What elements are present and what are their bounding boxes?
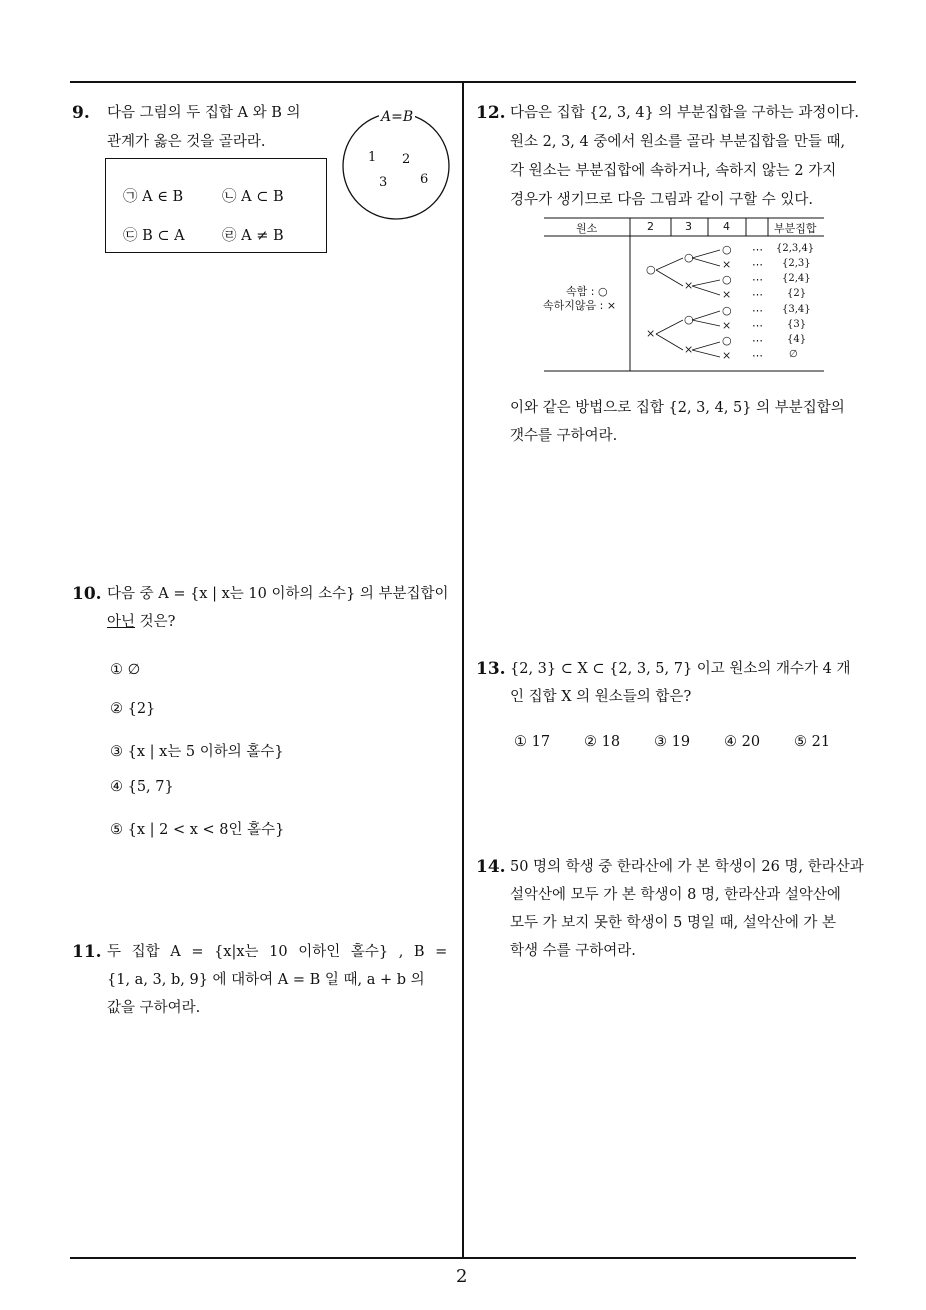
question-text-line: 다음 그림의 두 집합 A 와 B 의 (107, 105, 301, 121)
mark-4-no: × (722, 349, 732, 362)
dots: ⋯ (752, 258, 763, 271)
legend-not-belong: 속하지않음 : × (543, 299, 617, 312)
question-text-line: 50 명의 학생 중 한라산에 가 본 학생이 26 명, 한라산과 (510, 859, 864, 875)
subset-result: {2,3,4} (776, 243, 815, 254)
dots: ⋯ (752, 273, 763, 286)
question-text-line: {2, 3} ⊂ X ⊂ {2, 3, 5, 7} 이고 원소의 개수가 4 개 (510, 661, 851, 677)
subset-result: ∅ (789, 349, 798, 360)
answer-option: ① 17 (514, 734, 551, 750)
subset-result: {2} (787, 288, 807, 299)
table-header-4: 4 (723, 220, 730, 233)
page-number: 2 (456, 1266, 468, 1287)
dots: ⋯ (752, 243, 763, 256)
mark-4-yes: ○ (722, 304, 732, 317)
question-number: 14. (476, 857, 506, 877)
answer-option: ④ {5, 7} (110, 779, 174, 795)
question-number: 9. (72, 103, 90, 123)
mark-2-no: × (646, 327, 656, 340)
choice-item: ㉡ A ⊂ B (222, 189, 284, 205)
mark-3-yes: ○ (684, 313, 694, 326)
mark-4-no: × (722, 319, 732, 332)
table-header-element: 원소 (576, 222, 598, 235)
mark-4-no: × (722, 288, 732, 301)
question-text-line: 이와 같은 방법으로 집합 {2, 3, 4, 5} 의 부분집합의 (510, 400, 845, 416)
question-text-line: {1, a, 3, b, 9} 에 대하여 A = B 일 때, a + b 의 (107, 972, 425, 988)
mark-4-yes: ○ (722, 243, 732, 256)
question-text-line: 갯수를 구하여라. (510, 428, 618, 444)
table-header-subsets: 부분집합 (774, 222, 817, 235)
question-number: 10. (72, 584, 102, 604)
question-number: 11. (72, 942, 102, 962)
mark-2-yes: ○ (646, 263, 656, 276)
venn-element: 3 (379, 175, 388, 190)
mark-3-yes: ○ (684, 251, 694, 264)
mark-3-no: × (684, 343, 694, 356)
table-header-2: 2 (647, 220, 654, 233)
dots: ⋯ (752, 349, 763, 362)
answer-option: ③ {x | x는 5 이하의 홀수} (110, 744, 284, 760)
question-number: 12. (476, 103, 506, 123)
venn-element: 1 (368, 150, 377, 165)
mark-3-no: × (684, 279, 694, 292)
column-divider (462, 81, 464, 1259)
answer-option: ③ 19 (654, 734, 691, 750)
choice-item: ㉠ A ∈ B (123, 189, 184, 205)
question-text-line: 관계가 옳은 것을 골라라. (107, 134, 266, 150)
question-text-line: 모두 가 보지 못한 학생이 5 명일 때, 설악산에 가 본 (510, 915, 837, 931)
table-header-3: 3 (685, 220, 692, 233)
question-text-line: 학생 수를 구하여라. (510, 943, 636, 959)
question-text-line: 각 원소는 부분집합에 속하거나, 속하지 않는 2 가지 (510, 163, 837, 179)
question-text-line: 인 집합 X 의 원소들의 합은? (510, 689, 692, 705)
venn-set-label: A=B (381, 109, 414, 125)
answer-option: ⑤ 21 (794, 734, 831, 750)
subset-result: {3} (787, 319, 807, 330)
question-text-line: 설악산에 모두 가 본 학생이 8 명, 한라산과 설악산에 (510, 887, 841, 903)
dots: ⋯ (752, 319, 763, 332)
subset-result: {2,4} (782, 273, 811, 284)
legend-belong: 속함 : ○ (566, 285, 608, 298)
subset-result: {3,4} (782, 304, 811, 315)
choice-item: ㉣ A ≠ B (222, 228, 284, 244)
venn-element: 2 (402, 152, 411, 167)
question-text-line: 다음 중 A = {x | x는 10 이하의 소수} 의 부분집합이 (107, 586, 449, 602)
underlined-word: 아닌 (107, 614, 136, 630)
dots: ⋯ (752, 304, 763, 317)
subset-result: {4} (787, 334, 807, 345)
subset-result: {2,3} (782, 258, 811, 269)
question-text-line: 아닌 것은? (107, 614, 176, 630)
question-number: 13. (476, 659, 506, 679)
mark-4-yes: ○ (722, 334, 732, 347)
question-text-line: 원소 2, 3, 4 중에서 원소를 골라 부분집합을 만들 때, (510, 134, 846, 150)
mark-4-no: × (722, 258, 732, 271)
question-text-line: 경우가 생기므로 다음 그림과 같이 구할 수 있다. (510, 192, 814, 208)
answer-option: ② 18 (584, 734, 621, 750)
answer-option: ④ 20 (724, 734, 761, 750)
dots: ⋯ (752, 288, 763, 301)
bottom-rule (70, 1257, 856, 1259)
venn-circle (343, 113, 449, 219)
answer-option: ① ∅ (110, 662, 141, 678)
mark-4-yes: ○ (722, 273, 732, 286)
venn-element: 6 (420, 172, 429, 187)
dots: ⋯ (752, 334, 763, 347)
choice-item: ㉢ B ⊂ A (123, 228, 185, 244)
answer-option: ⑤ {x | 2 < x < 8인 홀수} (110, 822, 285, 838)
question-text-line: 다음은 집합 {2, 3, 4} 의 부분집합을 구하는 과정이다. (510, 105, 859, 121)
question-text-line: 두 집합 A = {x|x는 10 이하인 홀수} , B = (107, 944, 448, 960)
answer-option: ② {2} (110, 701, 156, 717)
question-text-line: 값을 구하여라. (107, 1000, 201, 1016)
